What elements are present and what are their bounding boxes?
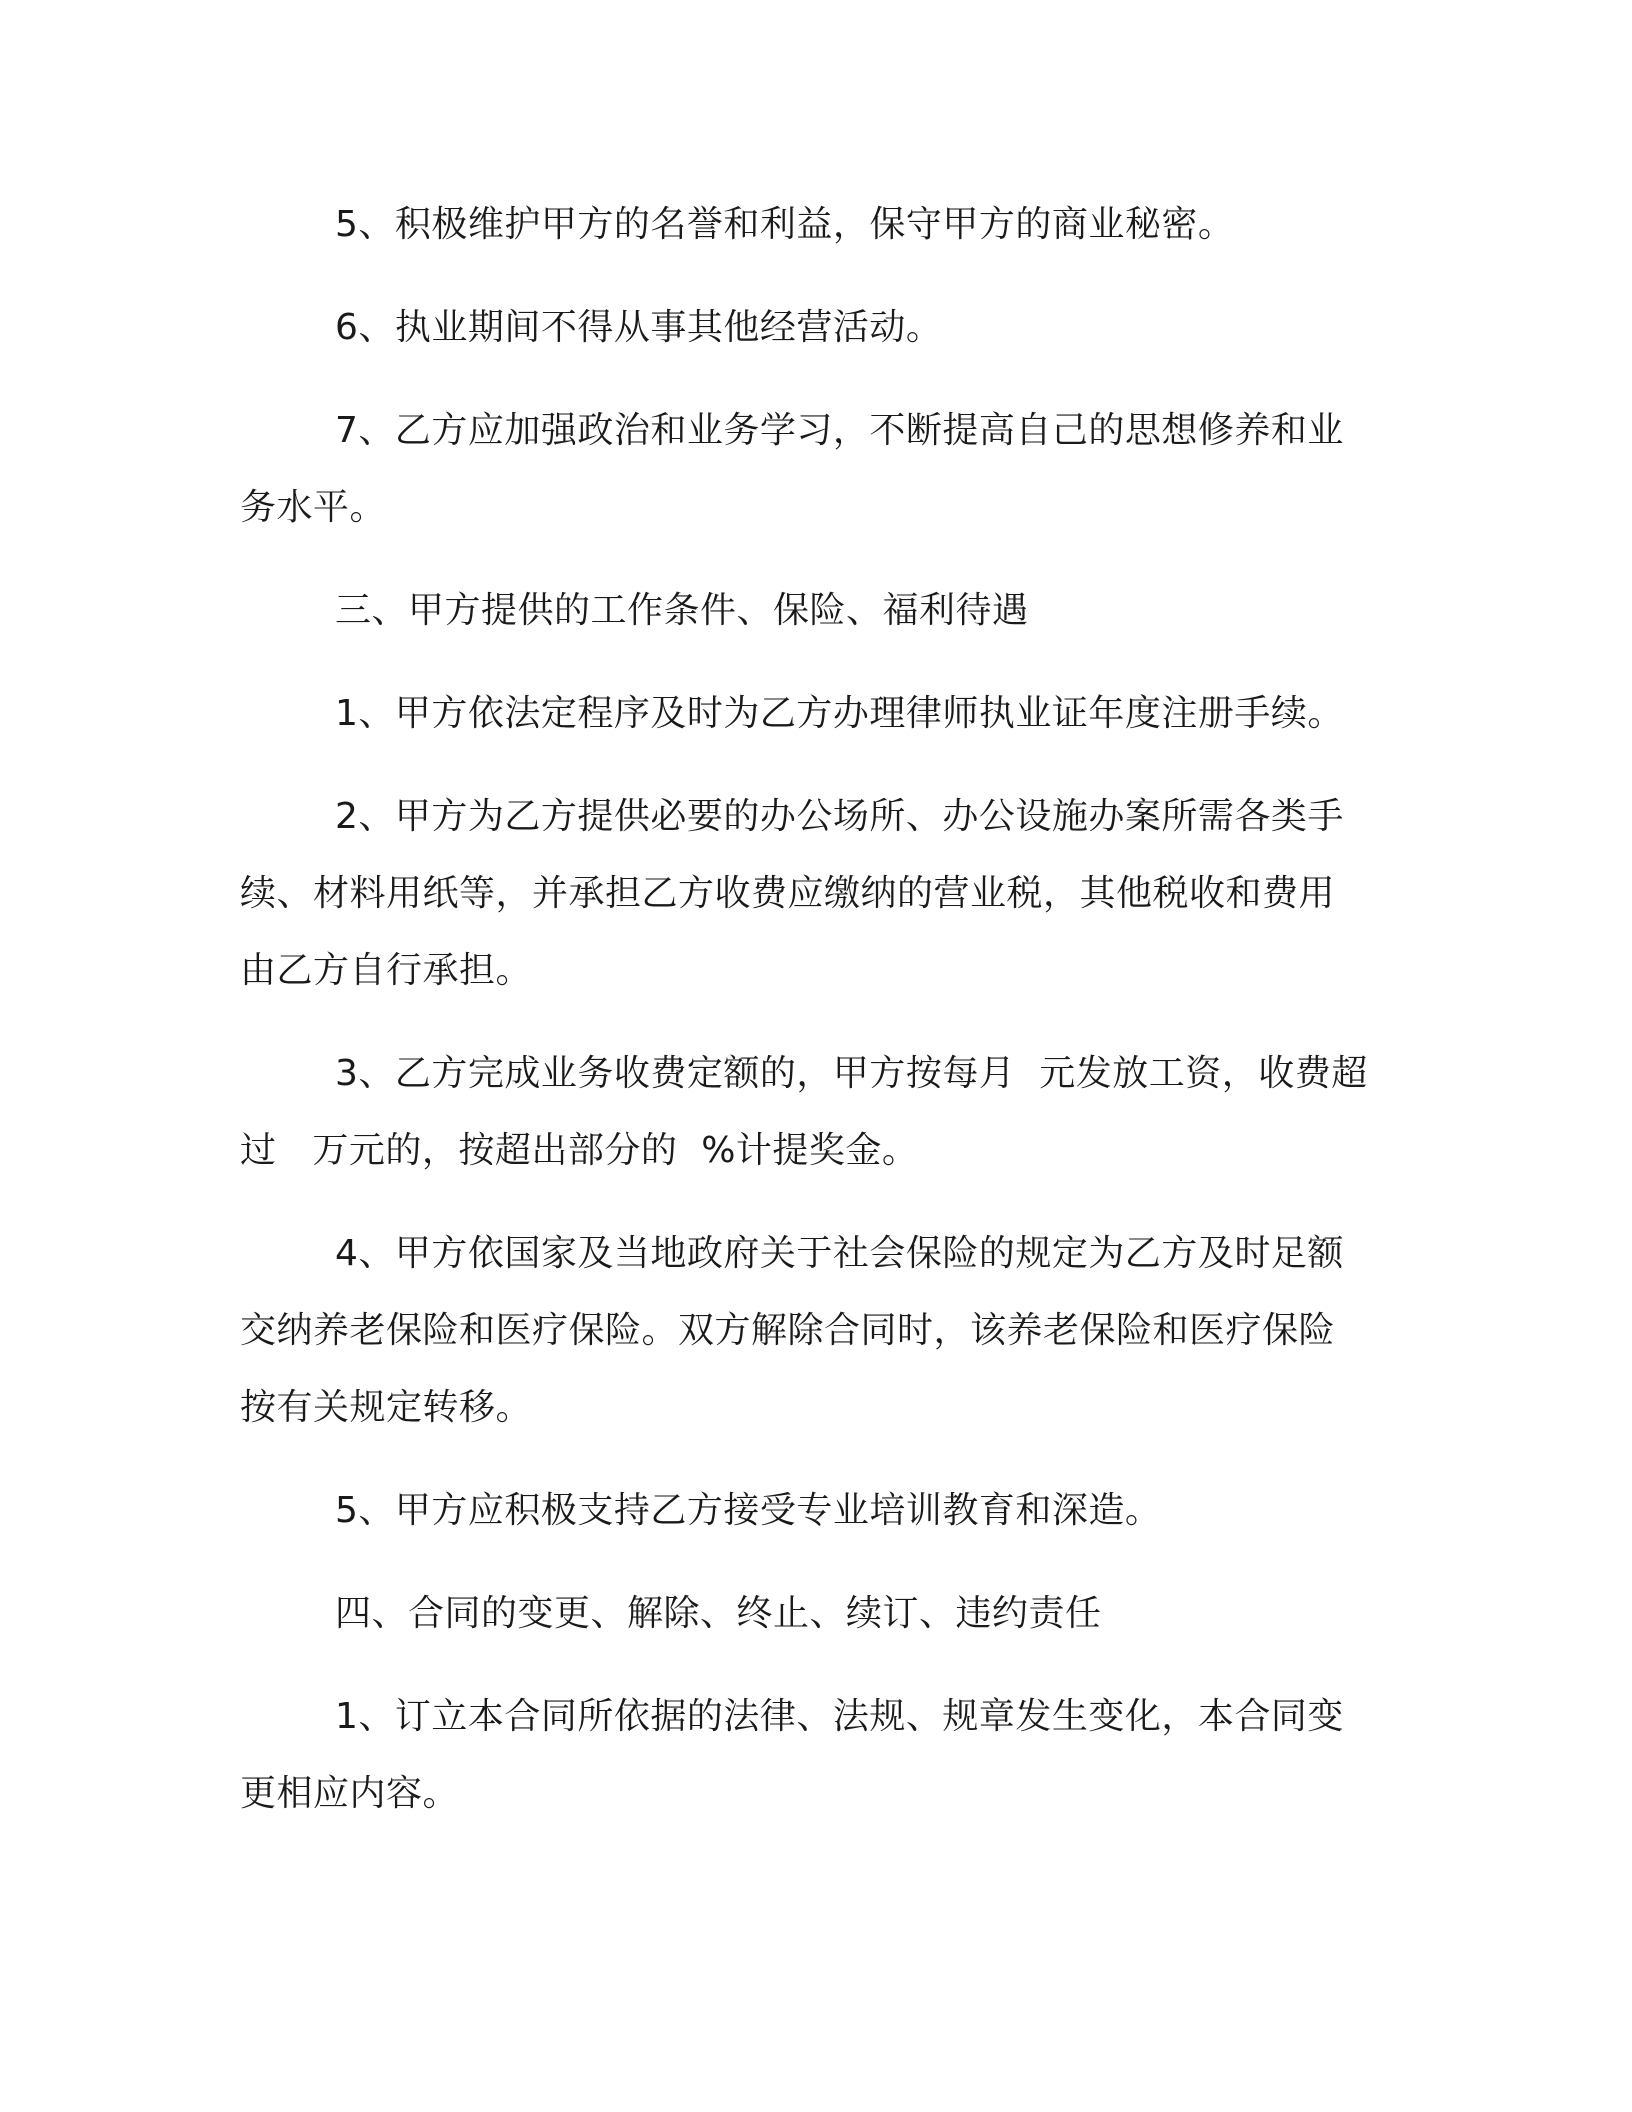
paragraph-line: 务水平。 bbox=[240, 487, 387, 528]
paragraph-item-5-confidentiality bbox=[240, 186, 1386, 263]
section-heading-3 bbox=[240, 572, 1386, 649]
section-heading-text: 四、合同的变更、解除、终止、续订、违约责任 bbox=[335, 1593, 1102, 1634]
paragraph-line: 7、乙方应加强政治和业务学习，不断提高自己的思想修养和业 bbox=[335, 410, 1344, 451]
paragraph-item-3-salary bbox=[240, 1035, 1386, 1189]
paragraph-line: 4、甲方依国家及当地政府关于社会保险的规定为乙方及时足额 bbox=[335, 1233, 1344, 1274]
paragraph-item-7-study bbox=[240, 392, 1386, 546]
paragraph-line: 1、甲方依法定程序及时为乙方办理律师执业证年度注册手续。 bbox=[335, 693, 1344, 734]
paragraph-line: 5、积极维护甲方的名誉和利益，保守甲方的商业秘密。 bbox=[335, 204, 1235, 245]
paragraph-line: 交纳养老保险和医疗保险。双方解除合同时，该养老保险和医疗保险 bbox=[240, 1310, 1336, 1351]
document-body bbox=[240, 186, 1386, 1832]
paragraph-line: 3、乙方完成业务收费定额的，甲方按每月 元发放工资，收费超 bbox=[335, 1053, 1368, 1094]
paragraph-line: 由乙方自行承担。 bbox=[240, 950, 533, 991]
paragraph-item-6-no-other-business bbox=[240, 289, 1386, 366]
paragraph-line: 更相应内容。 bbox=[240, 1773, 460, 1814]
paragraph-item-2-office bbox=[240, 778, 1386, 1009]
section-heading-text: 三、甲方提供的工作条件、保险、福利待遇 bbox=[335, 590, 1029, 631]
paragraph-item-4-insurance bbox=[240, 1215, 1386, 1446]
section-heading-4 bbox=[240, 1575, 1386, 1652]
paragraph-line: 1、订立本合同所依据的法律、法规、规章发生变化，本合同变 bbox=[335, 1696, 1344, 1737]
paragraph-line: 5、甲方应积极支持乙方接受专业培训教育和深造。 bbox=[335, 1490, 1162, 1531]
paragraph-line: 6、执业期间不得从事其他经营活动。 bbox=[335, 307, 943, 348]
paragraph-item-1-law-change bbox=[240, 1678, 1386, 1832]
paragraph-line: 过 万元的，按超出部分的 %计提奖金。 bbox=[240, 1130, 919, 1171]
paragraph-line: 按有关规定转移。 bbox=[240, 1387, 533, 1428]
paragraph-item-5-training bbox=[240, 1472, 1386, 1549]
paragraph-line: 续、材料用纸等，并承担乙方收费应缴纳的营业税，其他税收和费用 bbox=[240, 873, 1336, 914]
paragraph-item-1-registration bbox=[240, 675, 1386, 752]
paragraph-line: 2、甲方为乙方提供必要的办公场所、办公设施办案所需各类手 bbox=[335, 796, 1344, 837]
